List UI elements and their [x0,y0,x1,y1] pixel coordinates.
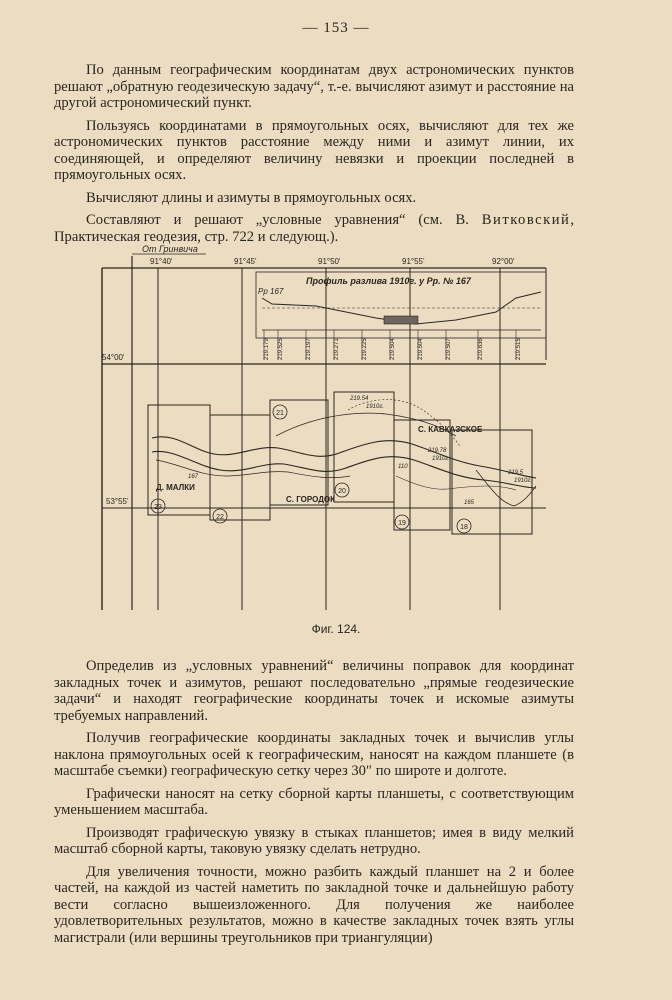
top-text-block [54,62,574,251]
misc-label: 110 [398,464,408,470]
latitude-label: 53°55' [106,497,129,506]
place-label: С. КАВКАЗСКОЕ [418,425,483,434]
latitude-label: 54°00' [102,353,125,362]
reference-author: Витковский [481,212,571,228]
sheet-number: 21 [276,410,284,417]
profile-value: 219.179 [264,338,270,360]
profile-value: 219.504 [390,338,396,360]
paragraph: Получив географические координаты закладных точек и вычислив углы наклона прямоугольных осей к географическим, наносят на каждом планшете (в масштабе съемки) географическую сетку через 30″ по широте и долготе. [54,730,574,779]
flood-label: 219.5 [508,470,524,476]
longitude-label: 91°40' [150,257,173,266]
paragraph: Пользуясь координатами в прямоугольных осях, вычисляют для тех же астрономических пунктов расстояние между ними и азимут линии, их соединяющей, и определяют величину невязки и проекции последней в прямоугольных осях. [54,117,574,183]
longitude-label: 91°55' [402,257,425,266]
paragraph: Вычисляют длины и азимуты в прямоугольных осях. [86,189,417,206]
reference-before: Составляют и решают „условные уравнения“ (см. В. [86,212,482,228]
longitude-label: 91°50' [318,257,341,266]
bottom-text-block [54,658,574,952]
paragraph: Для увеличения точности, можно разбить каждый планшет на 2 и более частей, на каждой из частей наметить по закладной точке и дальнейшую работу вести согласно вышеизложенного. Для получения же наиболее удовлетворительных результатов, можно в качестве закладных точек взять углы магистрали (или вершины треугольников при триангуляции) [54,863,574,946]
flood-label: 1910г. [432,456,450,462]
profile-value: 219.197 [306,338,312,360]
place-label: Д. МАЛКИ [156,483,195,492]
paragraph: Определив из „условных уравнений“ величины поправок для координат закладных точек и азимутов, решают последовательно „прямые геодезические задачи“ и находят географические координаты точек и искомые азимуты требуемых направлений. [54,658,574,724]
profile-value: 219.515 [516,338,522,360]
benchmark-label: Рр 167 [258,287,284,296]
greenwich-label: От Гринвича [142,244,198,254]
profile-value: 219.225 [362,338,368,360]
profile-value: 219.507 [446,338,452,360]
flood-label: 219.78 [428,448,447,454]
profile-value: 219.836 [478,338,484,360]
profile-value: 219.504 [418,338,424,360]
sheet-number: 19 [398,520,406,527]
misc-label: 167 [188,474,199,480]
paragraph: По данным географическим координатам двух астрономических пунктов решают „обратную геодезическую задачу“, т.-е. вычисляют азимут и расстояние на другой астрономический пункт. [54,62,574,111]
sheet-number: 23 [154,504,162,511]
figure-caption: Фиг. 124. [311,622,361,636]
sheet-number: 20 [338,488,346,495]
misc-label: 165 [464,500,475,506]
paragraph: Производят графическую увязку в стыках планшетов; имея в виду мелкий масштаб сборной карты, таковую увязку сделать нетрудно. [54,824,574,857]
place-label: С. ГОРОДОК [286,495,336,504]
profile-value: 219.525 [278,338,284,360]
reference-after: , Практическая геодезия, стр. 722 и следующ.). [54,212,574,245]
paragraph: Графически наносят на сетку сборной карты планшеты, с соответствующим уменьшением масштаба. [54,785,574,818]
figure-124 [96,240,566,620]
longitude-label: 92°00' [492,257,515,266]
flood-label: 219.54 [350,396,369,402]
profile-title: Профиль разлива 1910г. у Рр. № 167 [306,276,471,286]
flood-label: 1910г. [366,404,384,410]
sheet-number: 22 [216,514,224,521]
flood-label: 1910г. [514,478,532,484]
map-drawing [96,240,566,620]
sheet-number: 18 [460,524,468,531]
page-number: — 153 — [302,20,370,36]
longitude-label: 91°45' [234,257,257,266]
profile-value: 219.271 [334,338,340,360]
